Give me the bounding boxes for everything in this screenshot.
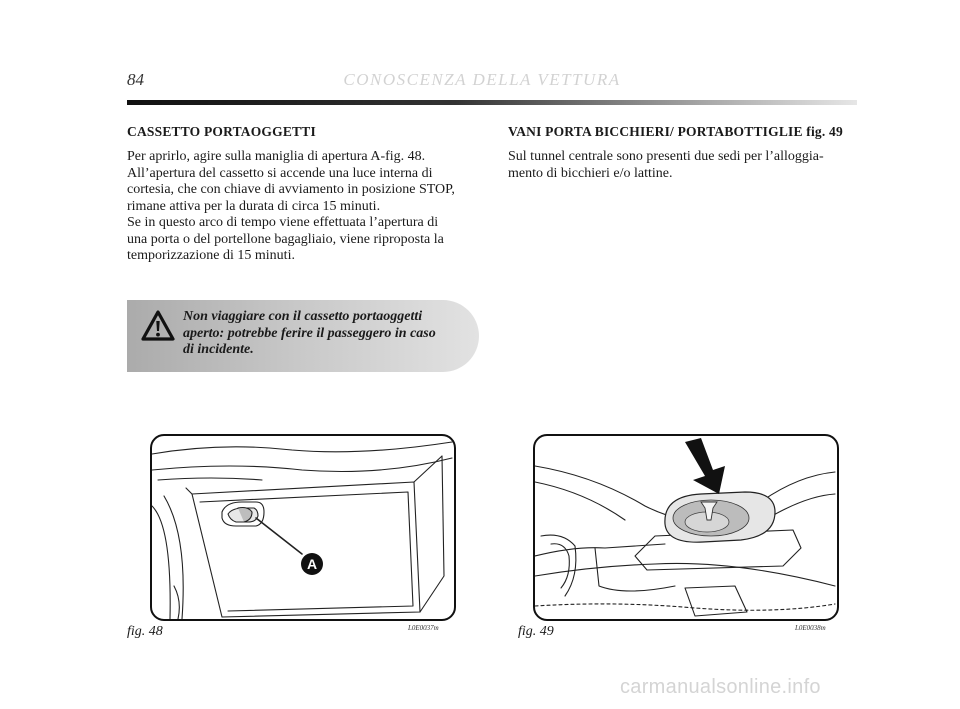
warning-triangle-icon bbox=[141, 310, 175, 342]
section-heading-cupholders: VANI PORTA BICCHIERI/ PORTABOTTIGLIE fig. 49 bbox=[508, 124, 843, 139]
figure-48-code: L0E0037m bbox=[408, 624, 439, 632]
page-number: 84 bbox=[127, 70, 144, 89]
paragraph-line: Per aprirlo, agire sulla maniglia di apertura A-fig. 48. bbox=[127, 149, 426, 164]
figure-48-glovebox bbox=[150, 434, 456, 621]
header-rule bbox=[127, 100, 857, 105]
pointer-arrow-icon bbox=[685, 438, 725, 494]
running-header: CONOSCENZA DELLA VETTURA bbox=[343, 70, 621, 89]
figure-49-caption: fig. 49 bbox=[518, 624, 554, 639]
glovebox-paragraph bbox=[127, 149, 479, 265]
paragraph-line: rimane attiva per la durata di circa 15 minuti. bbox=[127, 198, 381, 214]
cupholders-illustration bbox=[535, 436, 837, 619]
watermark: carmanualsonline.info bbox=[620, 676, 821, 698]
cup-holder bbox=[665, 492, 775, 542]
paragraph-line: una porta o del portellone bagagliaio, viene riproposta la bbox=[127, 231, 444, 247]
paragraph-line: temporizzazione di 15 minuti. bbox=[127, 248, 295, 263]
warning-box bbox=[127, 300, 479, 372]
callout-a-label: A bbox=[306, 556, 318, 572]
glovebox-illustration bbox=[152, 436, 454, 619]
cupholders-paragraph bbox=[508, 149, 858, 182]
figure-49-code: L0E0038m bbox=[795, 624, 826, 632]
warning-line: aperto: potrebbe ferire il passeggero in caso bbox=[183, 325, 436, 341]
warning-line: di incidente. bbox=[183, 342, 254, 357]
callout-a bbox=[301, 553, 323, 575]
paragraph-line: cortesia, che con chiave di avviamento in posizione STOP, bbox=[127, 182, 455, 197]
figure-49-cupholders bbox=[533, 434, 839, 621]
section-heading-glovebox: CASSETTO PORTAOGGETTI bbox=[127, 124, 316, 139]
paragraph-line: mento di bicchieri e/o lattine. bbox=[508, 165, 673, 181]
warning-line: Non viaggiare con il cassetto portaoggetti bbox=[183, 309, 423, 324]
paragraph-line: Sul tunnel centrale sono presenti due sedi per l’alloggia- bbox=[508, 149, 824, 164]
figure-48-caption: fig. 48 bbox=[127, 624, 163, 639]
paragraph-line: Se in questo arco di tempo viene effettuata l’apertura di bbox=[127, 215, 439, 230]
paragraph-line: All’apertura del cassetto si accende una luce interna di bbox=[127, 165, 433, 181]
warning-text bbox=[183, 309, 468, 359]
